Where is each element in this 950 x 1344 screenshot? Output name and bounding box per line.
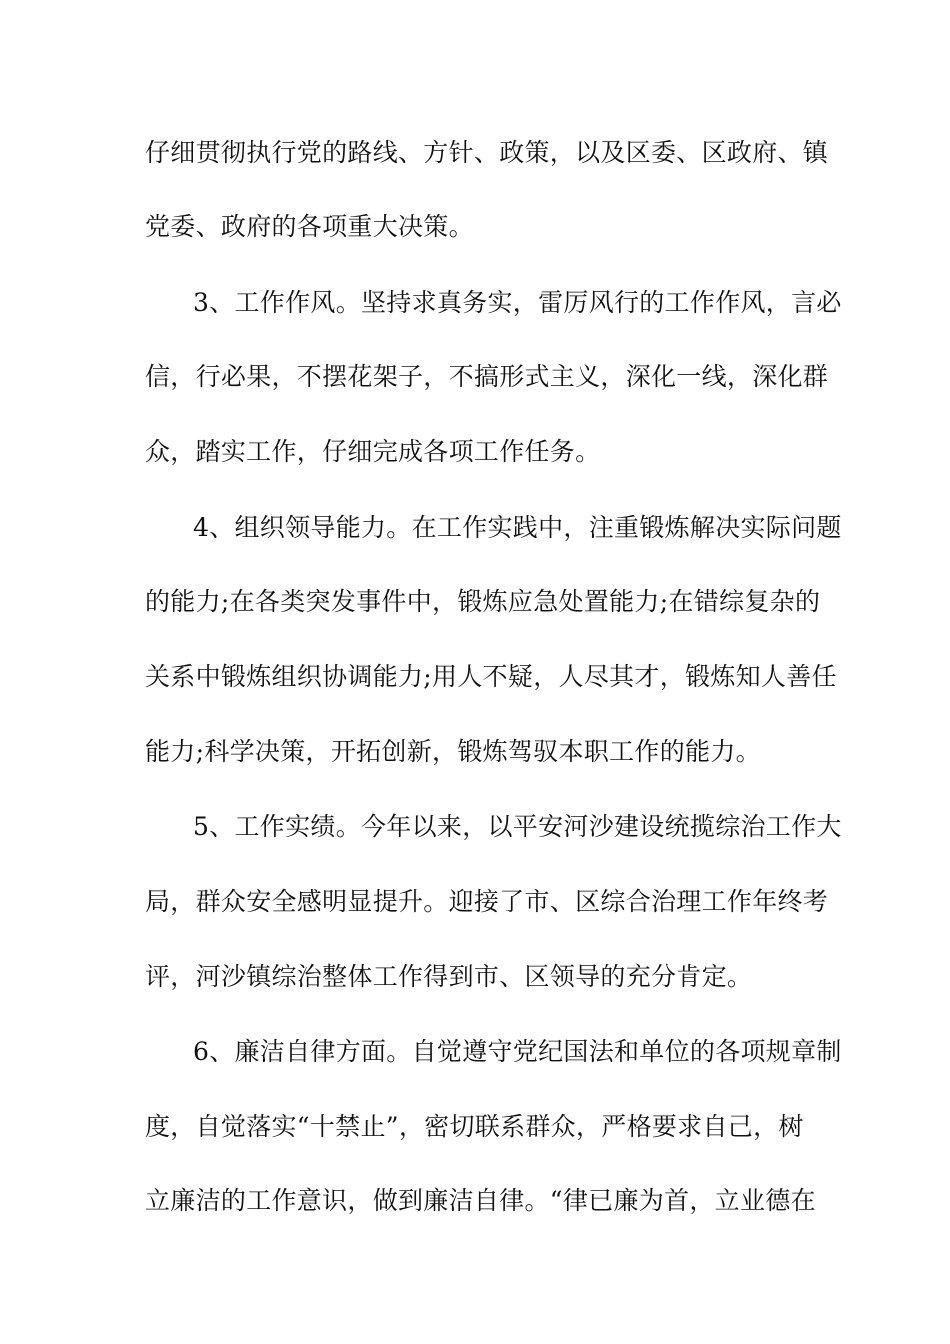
text-line: 评，河沙镇综治整体工作得到市、区领导的充分肯定。 <box>145 962 753 991</box>
paragraph-heading-line: 5、工作实绩。今年以来，以平安河沙建设统揽综治工作大 <box>193 812 842 841</box>
text-line: 关系中锻炼组织协调能力;用人不疑，人尽其才，锻炼知人善任 <box>145 662 837 691</box>
text-line: 局，群众安全感明显提升。迎接了市、区综合治理工作年终考 <box>145 887 829 916</box>
text-line: 能力;科学决策，开拓创新，锻炼驾驭本职工作的能力。 <box>145 737 761 766</box>
text-line: 众，踏实工作，仔细完成各项工作任务。 <box>145 437 601 466</box>
text-line: 立廉洁的工作意识，做到廉洁自律。“律已廉为首，立业德在 <box>145 1186 816 1215</box>
text-line: 度，自觉落实“十禁止”，密切联系群众，严格要求自己，树 <box>145 1112 804 1141</box>
paragraph-heading-line: 6、廉洁自律方面。自觉遵守党纪国法和单位的各项规章制 <box>193 1037 842 1066</box>
text-line: 的能力;在各类突发事件中，锻炼应急处置能力;在错综复杂的 <box>145 587 821 616</box>
paragraph-heading-line: 4、组织领导能力。在工作实践中，注重锻炼解决实际问题 <box>193 513 842 542</box>
text-line: 信，行必果，不摆花架子，不搞形式主义，深化一线，深化群 <box>145 362 829 391</box>
text-line: 仔细贯彻执行党的路线、方针、政策，以及区委、区政府、镇 <box>145 138 829 167</box>
text-line: 党委、政府的各项重大决策。 <box>145 212 474 241</box>
paragraph-heading-line: 3、工作作风。坚持求真务实，雷厉风行的工作作风，言必 <box>193 288 842 317</box>
